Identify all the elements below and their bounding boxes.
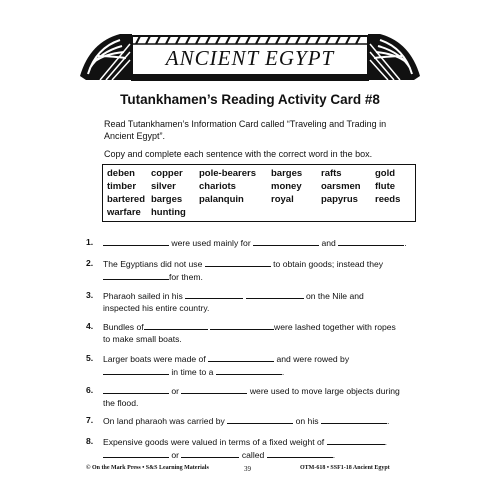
question-fragment: Expensive goods were valued in terms of a fixed weight of — [103, 437, 325, 447]
question-number: 3. — [86, 290, 94, 300]
question-text — [103, 236, 416, 249]
footer-publisher: © On the Mark Press • S&S Learning Materials — [86, 465, 209, 471]
question-text — [103, 384, 416, 409]
word-item: timber — [107, 181, 137, 192]
question-fragment: Pharaoh sailed in his — [103, 291, 183, 301]
answer-blank[interactable] — [321, 414, 390, 426]
question-fragment: for them. — [169, 272, 203, 282]
answer-blank[interactable] — [103, 270, 169, 280]
answer-blank[interactable] — [103, 365, 169, 375]
word-item: deben — [107, 168, 135, 179]
question-fragment: and were rowed by — [276, 354, 350, 364]
ancient-egypt-banner — [80, 22, 420, 84]
question-text — [103, 289, 416, 314]
question-number: 2. — [86, 258, 94, 268]
intro-text: Read Tutankhamen’s Information Card called “Traveling and Trading in Ancient Egypt”. — [104, 119, 387, 141]
answer-blank[interactable] — [267, 448, 336, 460]
question-fragment: . — [384, 437, 387, 447]
answer-blank[interactable] — [205, 257, 271, 267]
word-item: barges — [271, 168, 303, 179]
banner-title: ANCIENT EGYPT — [165, 46, 335, 70]
answer-blank[interactable] — [103, 384, 169, 394]
question-fragment: and — [321, 238, 336, 248]
word-item: warfare — [107, 207, 141, 218]
question-fragment: the flood. — [103, 398, 139, 408]
answer-blank[interactable] — [210, 320, 274, 330]
answer-blank[interactable] — [208, 352, 274, 362]
word-item: hunting — [151, 207, 186, 218]
question-fragment: inspected his entire country. — [103, 303, 210, 313]
word-item: papyrus — [321, 194, 358, 205]
word-item: barges — [151, 194, 183, 205]
question-fragment: . — [281, 367, 285, 377]
question-number: 1. — [86, 237, 94, 247]
question-text — [103, 352, 416, 378]
word-item: royal — [271, 194, 294, 205]
question-text — [103, 320, 416, 345]
word-item: gold — [375, 168, 396, 179]
question-fragment: Larger boats were made of — [103, 354, 206, 364]
question-fragment: or — [171, 450, 180, 460]
question-fragment: . — [386, 416, 390, 426]
word-item: bartered — [107, 194, 146, 205]
word-item: rafts — [321, 168, 342, 179]
question-text — [103, 414, 416, 427]
answer-blank[interactable] — [338, 236, 407, 248]
answer-blank[interactable] — [253, 236, 319, 246]
answer-blank[interactable] — [246, 289, 304, 299]
question-text — [103, 257, 416, 283]
question-fragment: on his — [295, 416, 319, 426]
answer-blank[interactable] — [103, 448, 169, 458]
question-fragment: were used mainly for — [171, 238, 251, 248]
question-number: 8. — [86, 436, 94, 446]
word-box — [102, 164, 416, 222]
word-item: copper — [151, 168, 183, 179]
question-fragment: to make small boats. — [103, 334, 182, 344]
word-item: flute — [375, 181, 396, 192]
answer-blank[interactable] — [103, 236, 169, 246]
answer-blank[interactable] — [185, 289, 243, 299]
answer-blank[interactable] — [327, 435, 385, 445]
question-fragment: On land pharaoh was carried by — [103, 416, 225, 426]
question-fragment: The Egyptians did not use — [103, 259, 203, 269]
page-title: Tutankhamen’s Reading Activity Card #8 — [120, 92, 380, 107]
question-number: 4. — [86, 321, 94, 331]
word-item: oarsmen — [321, 181, 361, 192]
question-fragment: called — [241, 450, 265, 460]
question-fragment: in time to a — [171, 367, 214, 377]
answer-blank[interactable] — [227, 414, 293, 424]
answer-blank[interactable] — [181, 384, 247, 394]
word-item: pole-bearers — [199, 168, 257, 179]
footer-series: OTM-618 • SSF1-18 Ancient Egypt — [300, 465, 390, 471]
question-fragment: were used to move large objects during — [249, 386, 400, 396]
answer-blank[interactable] — [144, 320, 208, 330]
question-number: 5. — [86, 353, 94, 363]
word-item: reeds — [375, 194, 401, 205]
page-number: 39 — [244, 465, 251, 473]
word-item: silver — [151, 181, 176, 192]
question-fragment: Bundles of — [103, 322, 144, 332]
question-fragment: to obtain goods; instead they — [273, 259, 384, 269]
word-item: palanquin — [199, 194, 244, 205]
question-number: 7. — [86, 415, 94, 425]
answer-blank[interactable] — [181, 448, 239, 458]
word-item: money — [271, 181, 302, 192]
word-item: chariots — [199, 181, 236, 192]
question-fragment: . — [404, 238, 407, 248]
question-fragment: or — [171, 386, 180, 396]
instructions-text: Copy and complete each sentence with the correct word in the box. — [104, 149, 373, 159]
question-text — [103, 435, 416, 461]
question-fragment: on the Nile and — [305, 291, 364, 301]
question-fragment: were lashed together with ropes — [274, 322, 396, 332]
question-number: 6. — [86, 385, 94, 395]
answer-blank[interactable] — [216, 365, 285, 377]
question-fragment: . — [332, 450, 336, 460]
